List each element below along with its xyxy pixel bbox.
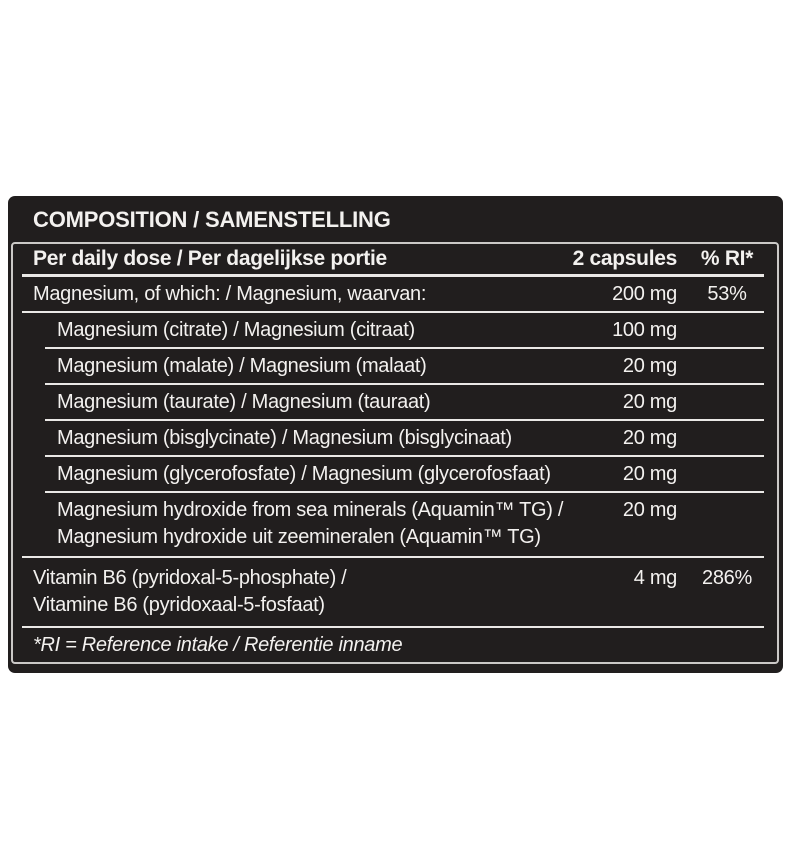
row-name: Magnesium (citrate) / Magnesium (citraat): [57, 319, 415, 341]
row-amount: 20 mg: [622, 427, 677, 449]
row-amount: 20 mg: [622, 391, 677, 413]
row-name: [13, 497, 567, 551]
table-row: [13, 421, 777, 455]
composition-panel: [8, 196, 783, 673]
row-name: Magnesium (taurate) / Magnesium (tauraat): [57, 391, 431, 413]
footnote: *RI = Reference intake / Referentie inname: [33, 633, 403, 656]
table-row: [13, 457, 777, 491]
row-name: Magnesium (glycerofosfate) / Magnesium (glycerofosfaat): [57, 463, 551, 485]
table-row: [13, 385, 777, 419]
row-amount: 20 mg: [622, 463, 677, 485]
row-amount: 200 mg: [612, 283, 677, 305]
row-amount: 4 mg: [633, 567, 677, 589]
header-ri: % RI*: [700, 247, 754, 270]
table-row: [13, 493, 777, 556]
composition-table: [11, 242, 779, 664]
row-ri: 286%: [702, 567, 752, 589]
row-name-line1: Vitamin B6 (pyridoxal-5-phosphate) /: [33, 567, 347, 589]
table-row: [13, 349, 777, 383]
row-name-line2: Vitamine B6 (pyridoxaal-5-fosfaat): [33, 594, 325, 616]
table-row: [13, 277, 777, 311]
row-amount: 20 mg: [622, 499, 677, 521]
row-amount: 20 mg: [622, 355, 677, 377]
row-name-line1: Magnesium hydroxide from sea minerals (Aquamin™ TG) /: [57, 499, 564, 521]
table-header-row: [13, 244, 777, 274]
table-row: [13, 558, 777, 626]
panel-title: COMPOSITION / SAMENSTELLING: [33, 207, 391, 232]
row-name-line2: Magnesium hydroxide uit zeemineralen (Aquamin™ TG): [57, 526, 541, 548]
header-amount: 2 capsules: [572, 247, 677, 270]
row-amount: 100 mg: [612, 319, 677, 341]
table-row: [13, 313, 777, 347]
row-name: Magnesium, of which: / Magnesium, waarvan:: [33, 283, 427, 305]
row-name: [13, 565, 567, 619]
row-ri: 53%: [707, 283, 747, 305]
header-name: Per daily dose / Per dagelijkse portie: [33, 247, 387, 270]
row-name: Magnesium (bisglycinate) / Magnesium (bisglycinaat): [57, 427, 512, 449]
row-name: Magnesium (malate) / Magnesium (malaat): [57, 355, 427, 377]
